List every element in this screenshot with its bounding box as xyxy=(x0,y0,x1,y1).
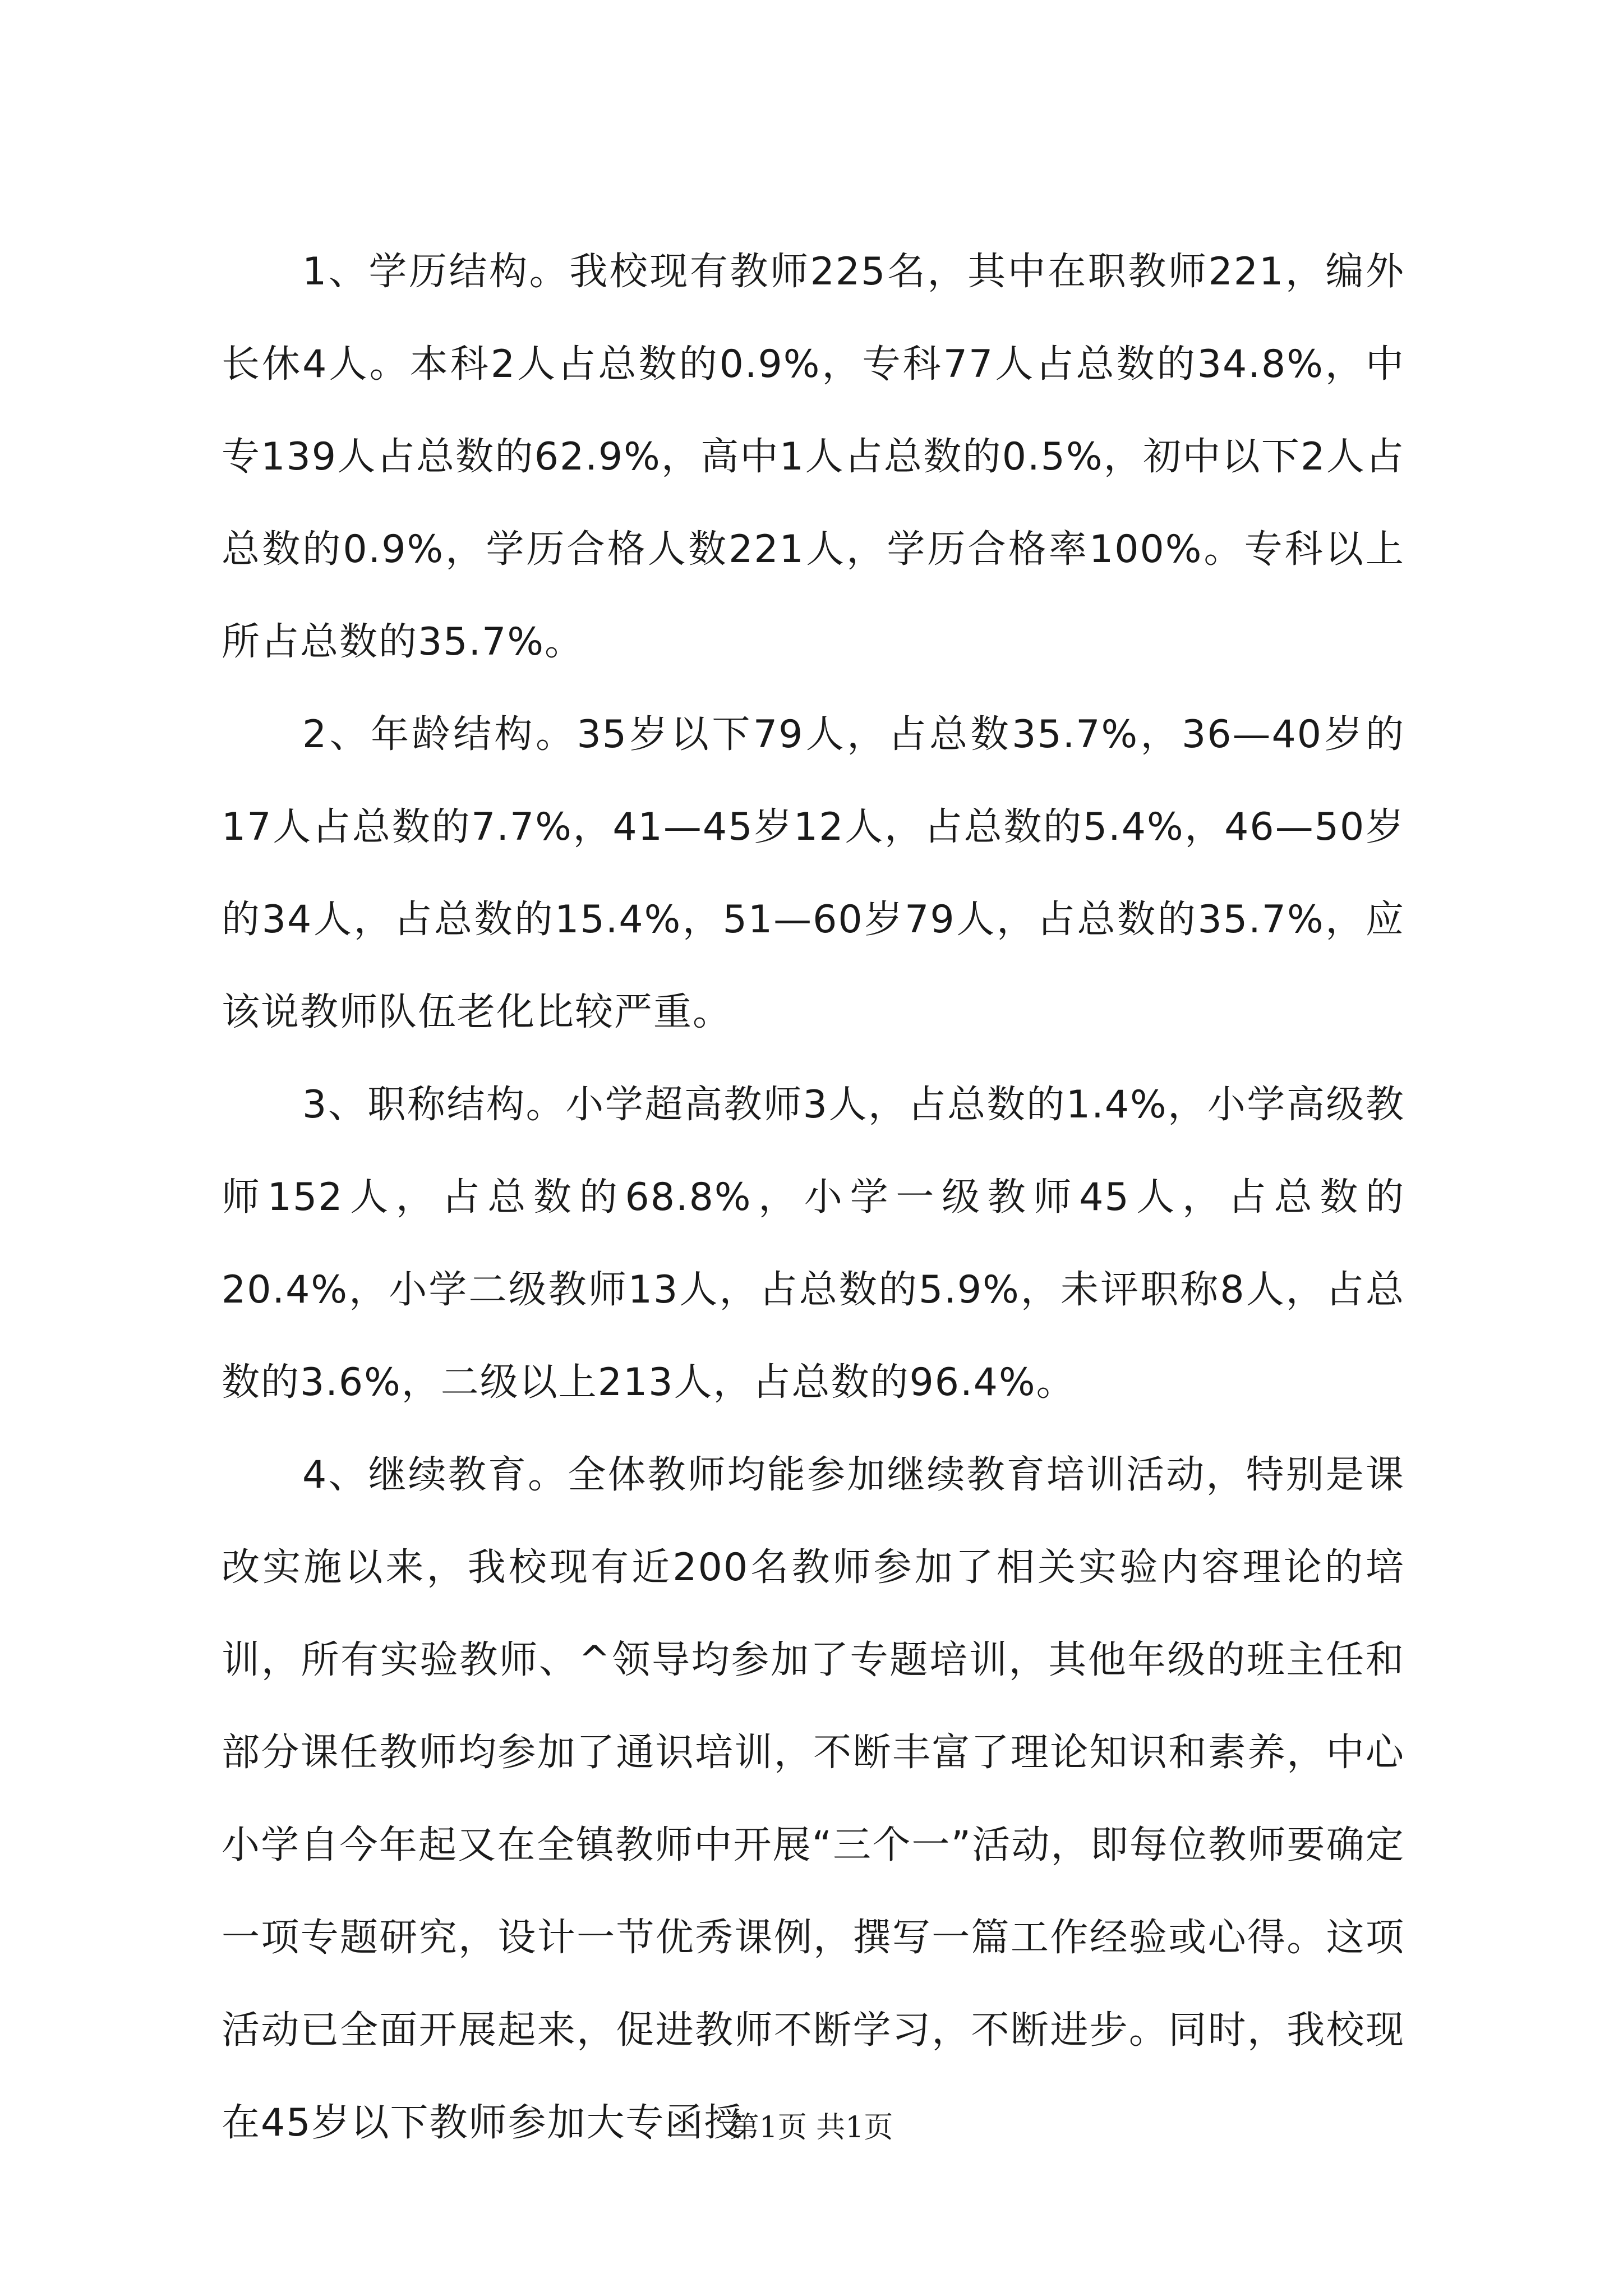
paragraph-title-structure: 3、职称结构。小学超高教师3人，占总数的1.4%，小学高级教师152人，占总数的68.8%，小学一级教师45人，占总数的20.4%，小学二级教师13人，占总数的5.9%，未评职称8人，占总数的3.6%，二级以上213人，占总数的96.4%。 xyxy=(222,1083,1405,1405)
paragraph-age-structure: 2、年龄结构。35岁以下79人，占总数35.7%，36—40岁的17人占总数的7.7%，41—45岁12人，占总数的5.4%，46—50岁的34人，占总数的15.4%，51—60岁79人，占总数的35.7%，应该说教师队伍老化比较严重。 xyxy=(222,712,1405,1034)
page-number-label: 第1页 共1页 xyxy=(730,2111,893,2145)
paragraph-education-structure: 1、学历结构。我校现有教师225名，其中在职教师221，编外长休4人。本科2人占总数的0.9%，专科77人占总数的34.8%，中专139人占总数的62.9%，高中1人占总数的0.5%，初中以下2人占总数的0.9%，学历合格人数221人，学历合格率100%。专科以上所占总数的35.7%。 xyxy=(222,250,1405,664)
page-footer xyxy=(0,2104,1623,2146)
paragraph-continuing-education: 4、继续教育。全体教师均能参加继续教育培训活动，特别是课改实施以来，我校现有近200名教师参加了相关实验内容理论的培训，所有实验教师、^领导均参加了专题培训，其他年级的班主任和部分课任教师均参加了通识培训，不断丰富了理论知识和素养，中心小学自今年起又在全镇教师中开展“三个一”活动，即每位教师要确定一项专题研究，设计一节优秀课例，撰写一篇工作经验或心得。这项活动已全面开展起来，促进教师不断学习，不断进步。同时，我校现在45岁以下教师参加大专函授 xyxy=(222,1453,1405,2145)
document-body xyxy=(222,226,1405,2169)
